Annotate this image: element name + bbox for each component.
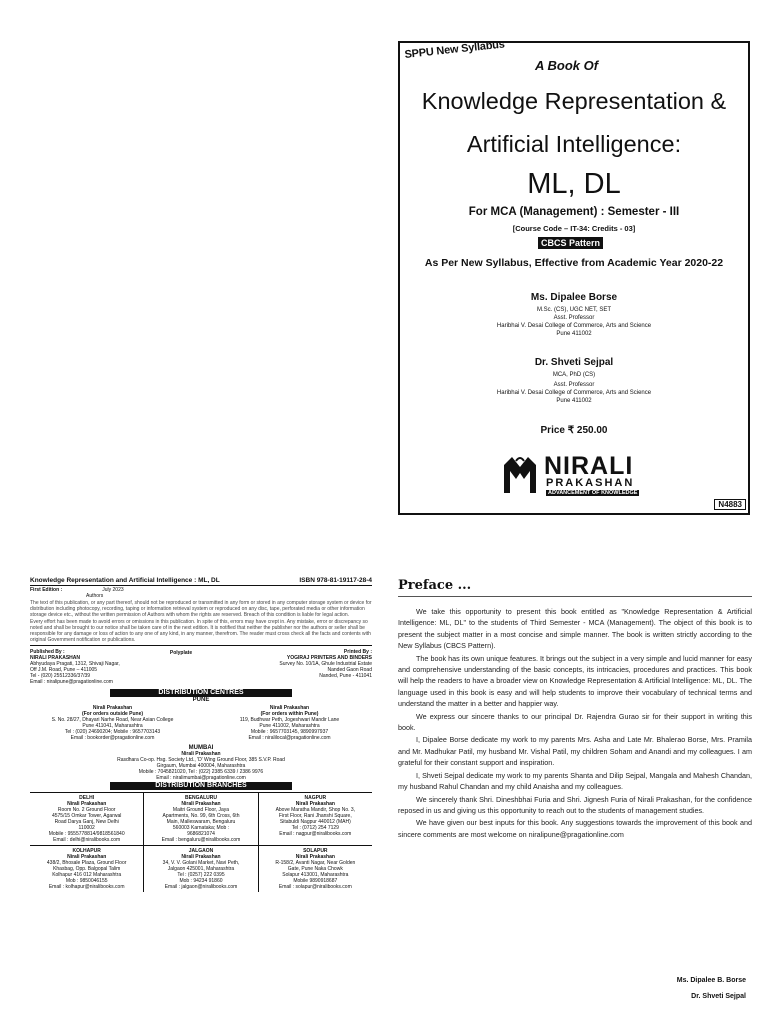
branch-city: NAGPUR <box>304 795 327 801</box>
branch-line: R-158/2, Avanti Nagar, Near Golden <box>275 860 356 866</box>
branch-line: Email : jalgaon@niralibooks.com <box>164 884 238 890</box>
preface-signature-2: Dr. Shveti Sejpal <box>691 993 746 1000</box>
pattern-badge: CBCS Pattern <box>538 237 603 249</box>
branch-line: Email : solapur@niralibooks.com <box>278 884 352 890</box>
branch-line: 110002 <box>78 825 95 831</box>
branch-line: Tel : (0257) 222 0395 <box>177 872 225 878</box>
branch-line: Email : nagpur@niralibooks.com <box>279 831 352 837</box>
branches-row-1 <box>30 792 372 845</box>
branch-name: Nirali Prakashan <box>181 854 221 860</box>
pune-offices <box>30 705 372 741</box>
office-address-2: Pune 411002, Maharashtra <box>259 723 320 729</box>
imprint-title: Knowledge Representation and Artificial Intelligence : ML, DL <box>30 577 220 584</box>
branch-line: Sitabuldi Nagpur 440012 (MAH) <box>279 819 351 825</box>
office-note: (For orders outside Pune) <box>81 711 144 717</box>
publisher-block <box>30 649 140 685</box>
branch-city: BENGALURU <box>185 795 217 801</box>
preface-title: Preface ... <box>398 578 472 593</box>
imprint-header <box>30 578 372 586</box>
branch-name: Nirali Prakashan <box>295 801 335 807</box>
preface-paragraph: The book has its own unique features. It brings out the subject in a very simple and lucid manner for easy and comprehensive understanding of the basic concepts, its intricacies, procedures and practices. This book will help the readers to have a broader view on Knowledge Representation & Artificial Intelligence: ML, DL. The language used in this book is easy and will help students to improve their vocabulary of technical terms and understand the matter in a better and happier way. <box>398 653 752 709</box>
polyplate-label: Polyplate <box>169 650 193 656</box>
imprint-page <box>30 578 372 1018</box>
pune-office-within <box>207 705 372 741</box>
branch-line: Main, Malleswaram, Bengaluru <box>166 819 236 825</box>
author2-designation: Asst. Professor <box>553 382 595 388</box>
office-name: Nirali Prakashan <box>181 751 221 757</box>
distribution-branches-band: DISTRIBUTION BRANCHES <box>110 782 292 790</box>
preface-body <box>398 606 752 841</box>
nirali-prakashan-logo <box>500 453 660 498</box>
cover-title-line2: Artificial Intelligence: <box>466 131 682 157</box>
publisher-tel: Tel - (020) 25512336/37/39 <box>30 673 91 679</box>
preface-paragraph: We take this opportunity to present this book entitled as "Knowledge Representation & Artificial Intelligence: ML, DL" to the students of Third Semester - MCA (Management). The object of this book is to present the subject matter in a most concise and simple manner. The book is written strictly according to the New Syllabus (CBCS Pattern). <box>398 607 752 651</box>
branch-line: 560003 Karnataka; Mob : <box>172 825 230 831</box>
preface-paragraph: We express our sincere thanks to our principal Dr. Rajendra Gurao sir for their support in writing this book. <box>398 711 752 733</box>
logo-tagline: ADVANCEMENT OF KNOWLEDGE <box>548 490 638 496</box>
publisher-address-1: Abhyudaya Pragati, 1312, Shivaji Nagar, <box>30 661 120 667</box>
branch-jalgaon <box>144 846 258 892</box>
branches-row-2 <box>30 845 372 892</box>
branch-bengaluru <box>144 793 258 845</box>
office-tel: Mobile : 7045821020, Tel : (022) 2385 6339 / 2386 9976 <box>138 769 264 775</box>
preface-paragraph: We have given our best inputs for this book. Any suggestions towards the improvement of this book and sincere comments are most welcome on niralipune@pragationline.com <box>398 818 752 839</box>
preface-paragraph: I, Shveti Sejpal dedicate my work to my parents Shanta and Dilip Sejpal, Mangala and Mahesh Chandan, my husband Rahul Chandan and my child Anaisha and my colleagues. <box>398 770 752 792</box>
branch-line: Email : bengaluru@niralibooks.com <box>161 837 241 843</box>
pune-heading: PUNE <box>192 697 210 703</box>
branch-line: Apartments, No. 99, 6th Cross, 6th <box>162 813 240 819</box>
series-label: SPPU New Syllabus <box>404 38 506 61</box>
mumbai-office <box>30 751 372 781</box>
office-tel: Mobile : 9657703145, 9890997937 <box>250 729 329 735</box>
office-address-1: S. No. 28/27, Dhayari Narhe Road, Near Asian College <box>51 717 174 723</box>
branch-city: KOLHAPUR <box>72 848 101 854</box>
author2-qualification: MCA, PhD (CS) <box>552 372 596 378</box>
office-email: Email : niralilocal@pragationline.com <box>248 735 331 741</box>
branch-line: Solapur 413001, Maharashtra <box>282 872 349 878</box>
branch-line: 9686821074 <box>187 831 215 837</box>
branch-name: Nirali Prakashan <box>295 854 335 860</box>
branch-line: Mobile : 9555778814/9818561840 <box>48 831 125 837</box>
office-address-2: Pune 411041, Maharashtra <box>82 723 143 729</box>
printer-address-3: Nanded, Pune - 411041 <box>319 673 372 679</box>
book-code: N4883 <box>714 499 746 510</box>
branch-nagpur <box>259 793 372 845</box>
pune-office-outside <box>30 705 195 741</box>
office-email: Email : bookorder@pragationline.com <box>70 735 155 741</box>
office-name: Nirali Prakashan <box>92 705 133 711</box>
branch-line: Mob : 94234 91860 <box>179 878 223 884</box>
preface-divider <box>398 596 752 597</box>
author1-name: Ms. Dipalee Borse <box>530 292 618 303</box>
office-note: (For orders within Pune) <box>260 711 319 717</box>
author1-college: Haribhai V. Desai College of Commerce, Arts and Science <box>496 323 652 329</box>
branch-line: 438/2, Bhosale Plaza, Ground Floor <box>46 860 127 866</box>
course-code: [Course Code – IT-34: Credits - 03] <box>512 224 636 233</box>
logo-name: NIRALI <box>544 452 634 480</box>
preface-paragraph: We sincerely thank Shri. Dineshbhai Furia and Shri. Jignesh Furia of Nirali Prakashan, for the confidence reposed in us and giving us this opportunity to reach out to the students of management studies. <box>398 794 752 815</box>
printer-address-2: Nanded Gaon Road <box>327 667 372 673</box>
office-address-2: Girgaum, Mumbai 400004, Maharashtra <box>156 763 246 769</box>
branch-city: SOLAPUR <box>303 848 328 854</box>
errors-text: Every effort has been made to avoid errors or omissions in this publication. In spite of this, errors may have crept in. Any mistake, error or discrepancy so noted and shall be brought to our notice shall be taken care of in the next edition. It is notified that neither the publisher nor the authors or seller shall be responsible for any damage or loss of action to any one of any kind, in any manner, therefrom. The reader must cross check all the facts and contents with original Government notification or publications. <box>30 619 372 646</box>
publisher-name: NIRALI PRAKASHAN <box>30 655 80 661</box>
branch-delhi <box>30 793 144 845</box>
author1-qualification: M.Sc. (CS), UGC NET, SET <box>536 307 611 313</box>
office-address-1: 119, Budhwar Peth, Jogeshwari Mandir Lane <box>239 717 340 723</box>
branch-city: JALGAON <box>188 848 214 854</box>
office-tel: Tel : (020) 24690204; Mobile : 9657703143 <box>64 729 161 735</box>
branch-line: First Floor, Rani Jhanshi Square, <box>278 813 352 819</box>
author2-name: Dr. Shveti Sejpal <box>534 357 614 368</box>
author2-college: Haribhai V. Desai College of Commerce, Arts and Science <box>496 390 652 396</box>
office-name: Nirali Prakashan <box>269 705 310 711</box>
preface-signature-1: Ms. Dipalee B. Borse <box>676 977 746 984</box>
printer-address-1: Survey No. 10/1A, Ghule Industrial Estate <box>279 661 372 667</box>
syllabus-line: As Per New Syllabus, Effective from Academic Year 2020-22 <box>424 257 724 269</box>
isbn: ISBN 978-81-19117-28-4 <box>299 577 372 584</box>
cover-title-line3: ML, DL <box>527 168 621 200</box>
branch-kolhapur <box>30 846 144 892</box>
branch-line: Gate, Pune Naka Chowk <box>287 866 343 872</box>
branch-line: Email : kolhapur@niralibooks.com <box>48 884 125 890</box>
cover-title-line1: Knowledge Representation & <box>421 88 727 114</box>
branch-name: Nirali Prakashan <box>67 854 107 860</box>
printed-by-label: Printed By : <box>343 649 372 655</box>
course-for-line: For MCA (Management) : Semester - III <box>468 206 680 218</box>
branch-line: Mob : 9850046155 <box>65 878 108 884</box>
branch-name: Nirali Prakashan <box>181 801 221 807</box>
branch-line: Email : delhi@niralibooks.com <box>53 837 121 843</box>
branch-solapur <box>259 846 372 892</box>
author1-city: Pune 411002 <box>556 331 592 337</box>
branch-line: Kolhapur 416 012 Maharashtra <box>52 872 122 878</box>
mumbai-heading: MUMBAI <box>188 745 214 751</box>
branch-line: Room No. 2 Ground Floor <box>57 807 116 813</box>
publisher-printer-row <box>30 649 372 685</box>
rights-text: The text of this publication, or any part thereof, should not be reproduced or transmitted in any form or stored in any computer storage system or device for distribution including photocopy, recording, taping or information retrieval system or reproduced on any disc, tape, perforated media or other information storage device etc., without the written permission of Authors with whom the rights are reserved. Breach of this condition is liable for legal action. <box>30 600 372 618</box>
branch-name: Nirali Prakashan <box>67 801 107 807</box>
branch-line: Road Darya Ganj, New Delhi <box>54 819 119 825</box>
author1-designation: Asst. Professor <box>553 315 595 321</box>
distribution-centres-band: DISTRIBUTION CENTRES <box>110 689 292 697</box>
price: Price ₹ 250.00 <box>540 425 608 436</box>
publisher-email: Email : niralipune@pragationline.com <box>30 679 113 685</box>
author2-city: Pune 411002 <box>556 398 592 404</box>
authors-label: Authors <box>86 593 104 599</box>
branch-line: 4575/15 Omkar Tower, Agarwal <box>51 813 122 819</box>
branch-line: Khasbag, Opp. Balgopal Talim <box>53 866 121 872</box>
logo-sub: PRAKASHAN <box>546 477 635 489</box>
branch-line: 34, V. V. Golani Market, Navi Peth, <box>162 860 240 866</box>
office-address-1: Rasdhara Co-op. Hsg. Society Ltd., 'D' Wing Ground Floor, 385 S.V.P. Road <box>117 757 285 763</box>
preface-paragraph: I, Dipalee Borse dedicate my work to my parents Mrs. Asha and Late Mr. Bhalerao Borse, Mrs. Pramila and Mr. Madhukar Patil, my husband Mr. Vishal Patil, my children Soham and Anandi and my colleagues. I am grateful for their constant support and inspiration. <box>398 735 752 768</box>
edition-value: July 2023 <box>102 587 124 593</box>
printer-block <box>222 649 372 685</box>
published-by-label: Published By : <box>30 649 65 655</box>
office-email: Email : niralimumbai@pragationline.com <box>156 775 246 781</box>
branch-line: Jalgaon 425001, Maharashtra <box>167 866 235 872</box>
printer-name: YOGIRAJ PRINTERS AND BINDERS <box>286 655 372 661</box>
branch-line: Tel : (0712) 254 7129 <box>291 825 339 831</box>
branch-line: Maitri Ground Floor, Jaya <box>172 807 230 813</box>
branch-line: Above Maratha Mandir, Shop No. 3, <box>275 807 356 813</box>
a-book-of-label: A Book Of <box>535 58 599 73</box>
branch-line: Mobile 9890918687 <box>293 878 338 884</box>
nirali-emblem-icon <box>500 453 540 495</box>
book-cover <box>398 38 750 515</box>
publisher-address-2: Off J.M. Road, Pune – 411005 <box>30 667 98 673</box>
branch-city: DELHI <box>79 795 95 801</box>
edition-label: First Edition : <box>30 587 63 593</box>
